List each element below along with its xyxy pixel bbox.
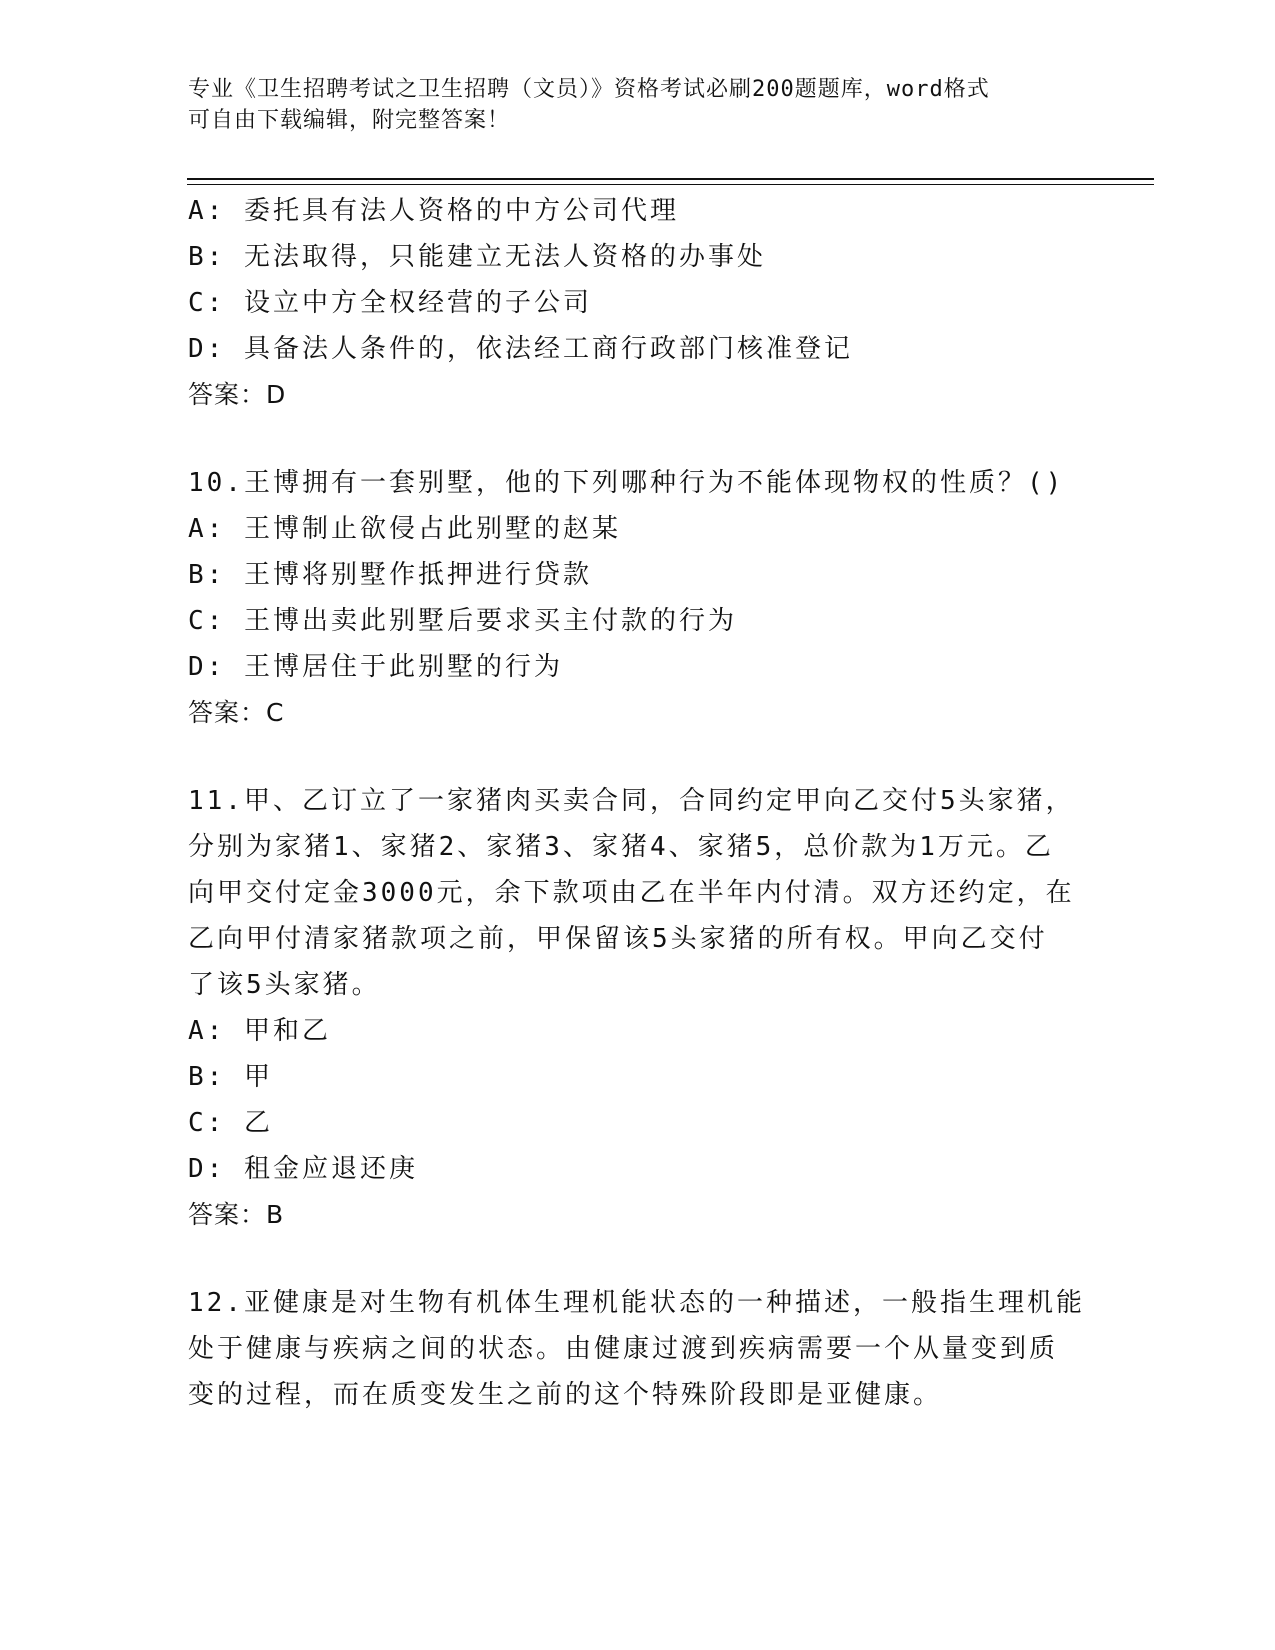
header-title-line-2: 可自由下载编辑，附完整答案！ bbox=[188, 108, 511, 133]
q11-answer: 答案：B bbox=[188, 1200, 285, 1229]
q10-option-d: D: 王博居住于此别墅的行为 bbox=[188, 652, 563, 682]
question-list bbox=[188, 188, 1088, 1418]
question-10-block bbox=[188, 460, 1088, 736]
question-9-block bbox=[188, 188, 1088, 418]
q11-question-line-4: 乙向甲付清家猪款项之前，甲保留该5头家猪的所有权。甲向乙交付 bbox=[188, 924, 1048, 954]
q11-question-line-2: 分别为家猪1、家猪2、家猪3、家猪4、家猪5，总价款为1万元。乙 bbox=[188, 832, 1054, 862]
question-11-block bbox=[188, 778, 1088, 1238]
q11-option-a: A: 甲和乙 bbox=[188, 1016, 331, 1046]
q11-question-line-1: 11.甲、乙订立了一家猪肉买卖合同，合同约定甲向乙交付5头家猪， bbox=[188, 786, 1075, 816]
header-divider-thin bbox=[187, 184, 1154, 185]
q9-option-a: A: 委托具有法人资格的中方公司代理 bbox=[188, 196, 679, 226]
q11-question-line-5: 了该5头家猪。 bbox=[188, 970, 381, 1000]
q10-answer: 答案：C bbox=[188, 698, 285, 727]
question-12-block bbox=[188, 1280, 1088, 1418]
q10-option-c: C: 王博出卖此别墅后要求买主付款的行为 bbox=[188, 606, 737, 636]
q9-option-d: D: 具备法人条件的，依法经工商行政部门核准登记 bbox=[188, 334, 853, 364]
question-gap bbox=[188, 736, 1088, 778]
q12-question-line-3: 变的过程，而在质变发生之前的这个特殊阶段即是亚健康。 bbox=[188, 1380, 943, 1410]
q9-answer: 答案：D bbox=[188, 380, 287, 409]
q12-question-line-2: 处于健康与疾病之间的状态。由健康过渡到疾病需要一个从量变到质 bbox=[188, 1334, 1059, 1364]
q9-option-b: B: 无法取得，只能建立无法人资格的办事处 bbox=[188, 242, 766, 272]
q11-option-d: D: 租金应退还庚 bbox=[188, 1154, 418, 1184]
q9-option-c: C: 设立中方全权经营的子公司 bbox=[188, 288, 592, 318]
question-gap bbox=[188, 418, 1088, 460]
q11-option-c: C: 乙 bbox=[188, 1108, 273, 1138]
header-divider-thick bbox=[187, 178, 1154, 180]
q10-option-b: B: 王博将别墅作抵押进行贷款 bbox=[188, 560, 592, 590]
q12-question-line-1: 12.亚健康是对生物有机体生理机能状态的一种描述，一般指生理机能 bbox=[188, 1288, 1085, 1318]
q11-option-b: B: 甲 bbox=[188, 1062, 273, 1092]
q11-question-line-3: 向甲交付定金3000元，余下款项由乙在半年内付清。双方还约定，在 bbox=[188, 878, 1075, 908]
q10-question: 10.王博拥有一套别墅，他的下列哪种行为不能体现物权的性质？() bbox=[188, 468, 1065, 498]
q10-option-a: A: 王博制止欲侵占此别墅的赵某 bbox=[188, 514, 621, 544]
header-title-line-1: 专业《卫生招聘考试之卫生招聘（文员）》资格考试必刷200题题库，word格式 bbox=[188, 77, 990, 102]
document-header bbox=[188, 74, 1068, 136]
question-gap bbox=[188, 1238, 1088, 1280]
